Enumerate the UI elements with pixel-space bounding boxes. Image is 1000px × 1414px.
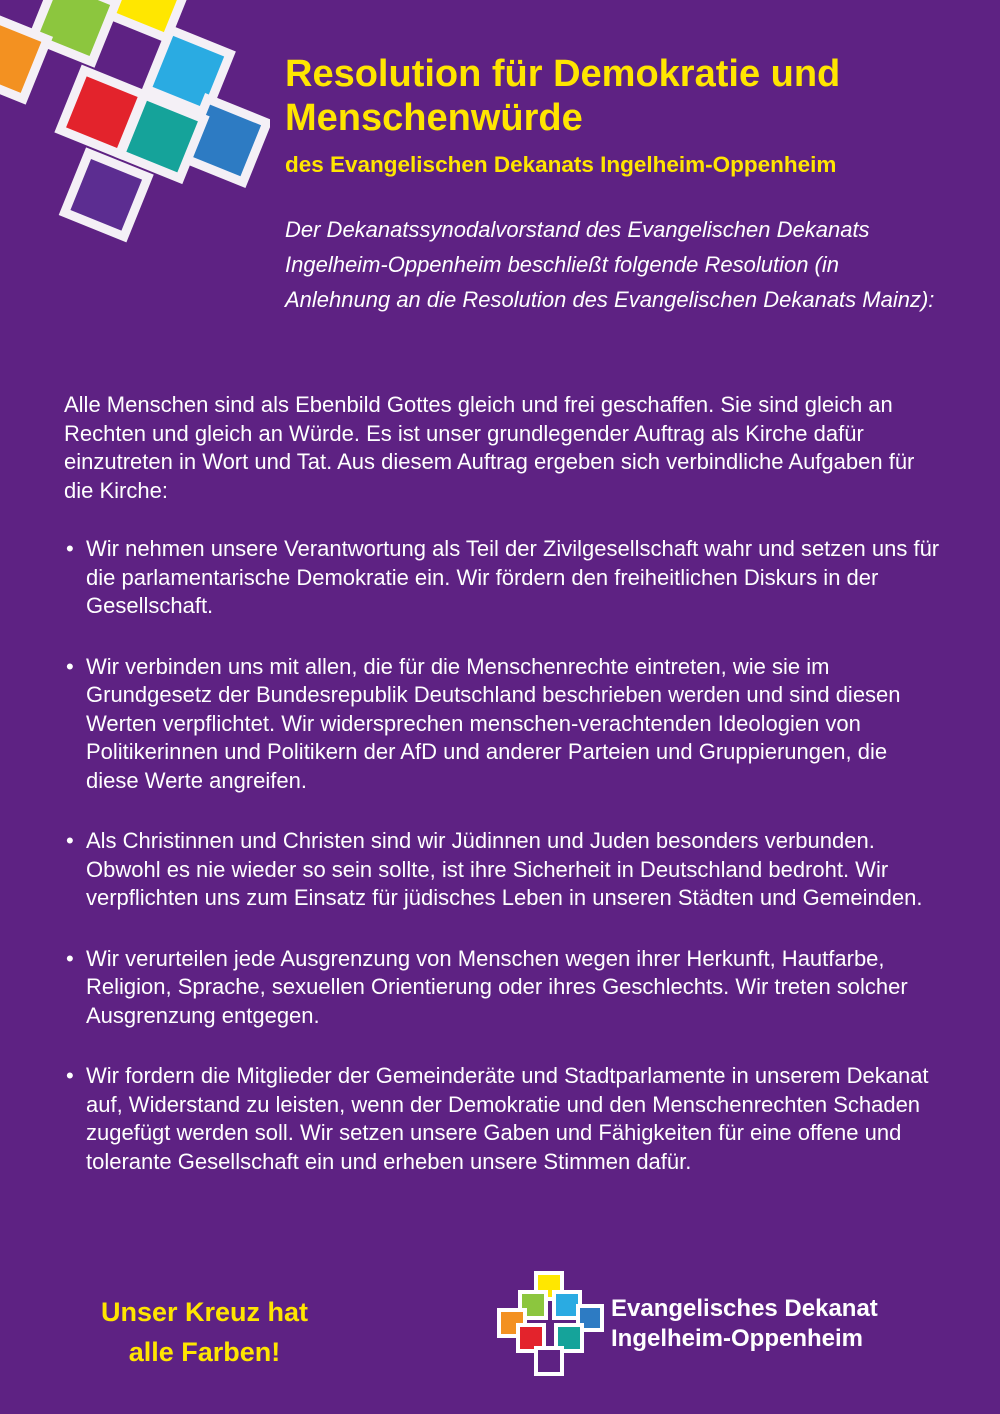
resolution-point-4: • Wir verurteilen jede Ausgrenzung von Menschen wegen ihrer Herkunft, Hautfarbe, Religion, Sprache, sexuellen Orientierung oder ihres Geschlechts. Wir treten solcher Ausgrenzung entgegen. (64, 945, 944, 1031)
lead-paragraph: Alle Menschen sind als Ebenbild Gottes gleich und frei geschaffen. Sie sind gleich an Rechten und gleich an Würde. Es ist unser grundlegender Auftrag als Kirche dafür einzutreten in Wort und Tat. Aus diesem Auftrag ergeben sich verbindliche Aufgaben für die Kirche: (64, 392, 915, 503)
page-title: Resolution für Demokratie und Menschenwürde (285, 53, 841, 139)
resolution-point-5: • Wir fordern die Mitglieder der Gemeinderäte und Stadtparlamente in unserem Dekanat auf, Widerstand zu leisten, wenn der Demokratie und den Menschenrechten Schaden zugefügt werden soll. Wir setzen unsere Gaben und Fähigkeiten für eine offene und tolerante Gesellschaft ein und erheben unsere Stimmen dafür. (64, 1062, 944, 1176)
org-name-line-2: Ingelheim-Oppenheim (611, 1325, 864, 1352)
dekanat-cross-logo-icon (494, 1270, 609, 1380)
slogan-line-2: alle Farben! (128, 1337, 281, 1367)
intro-paragraph: Der Dekanatssynodalvorstand des Evangelischen Dekanats Ingelheim-Oppenheim beschließt folgende Resolution (in Anlehnung an die Resolution des Evangelischen Dekanats Mainz): (285, 217, 935, 312)
slogan (62, 1292, 347, 1372)
resolution-points (64, 535, 944, 1176)
resolution-point-2: • Wir verbinden uns mit allen, die für die Menschenrechte eintreten, wie sie im Grundgesetz der Bundesrepublik Deutschland beschrieben werden und sind diesen Werten verpflichtet. Wir widersprechen menschen-verachtenden Ideologien von Politikerinnen und Politikern der AfD und anderer Parteien und Gruppierungen, die diese Werte angreifen. (64, 653, 944, 796)
colorful-cross-logo-icon (0, 0, 270, 290)
resolution-point-3: • Als Christinnen und Christen sind wir Jüdinnen und Juden besonders verbunden. Obwohl es nie wieder so sein sollte, ist ihre Sicherheit in Deutschland bedroht. Wir verpflichten uns zum Einsatz für jüdisches Leben in unseren Städten und Gemeinden. (64, 827, 944, 913)
resolution-body (64, 391, 944, 1208)
resolution-point-1: • Wir nehmen unsere Verantwortung als Teil der Zivilgesellschaft wahr und setzen uns für die parlamentarische Demokratie ein. Wir fördern den freiheitlichen Diskurs in der Gesellschaft. (64, 535, 944, 621)
page-subtitle: des Evangelischen Dekanats Ingelheim-Oppenheim (285, 152, 837, 177)
org-name-line-1: Evangelisches Dekanat (611, 1295, 878, 1322)
organization-name (611, 1294, 991, 1354)
slogan-line-1: Unser Kreuz hat (100, 1297, 309, 1327)
